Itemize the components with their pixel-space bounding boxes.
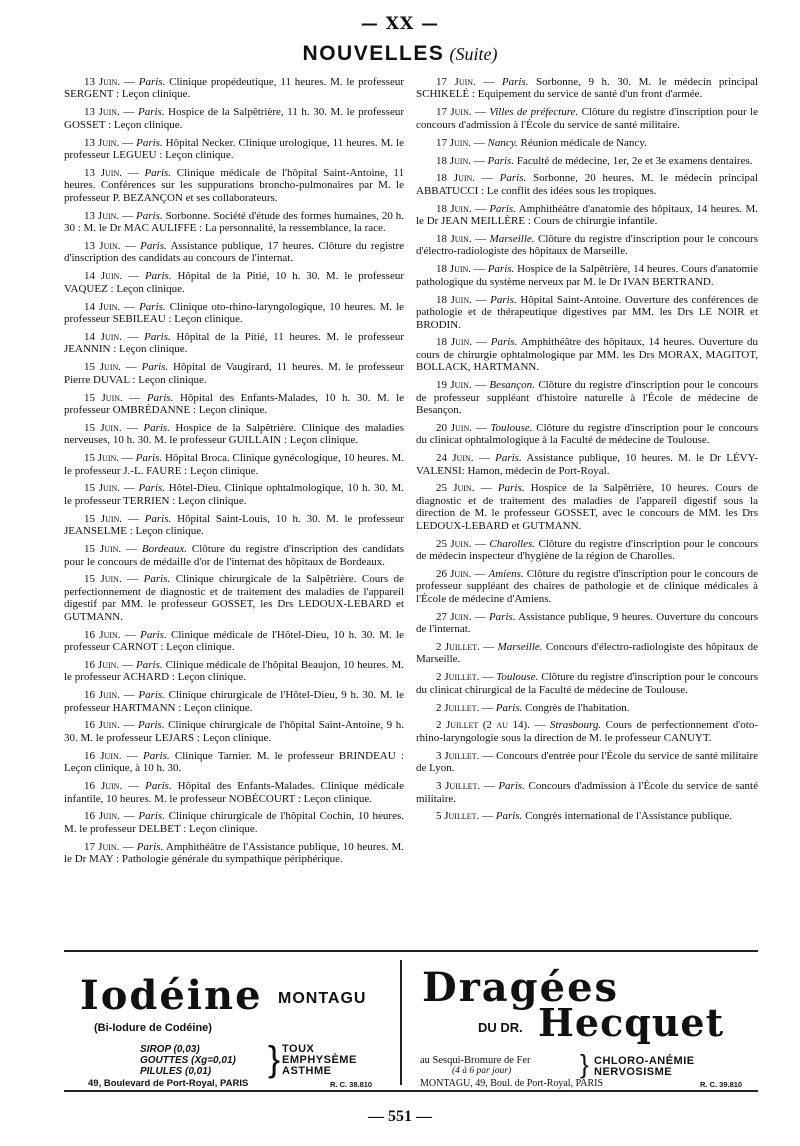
entry-place: Paris. [136, 136, 163, 149]
news-entry: 2 Juillet (2 au 14). — Strasbourg. Cours de perfectionnement d'oto-rhino-laryngologie sous la direction de M. le professeur CANUYT. [416, 719, 759, 744]
ad-top-rule [64, 950, 758, 952]
hecquet-brand-dragees: Dragées [422, 964, 620, 1011]
entry-text: Hospice de la Salpêtrière, 11 h. 30. M. le professeur GOSSET : Leçon clinique. [64, 106, 404, 131]
iodeine-advertisement [68, 960, 388, 1089]
entry-place: Paris. [499, 172, 527, 185]
entry-text: Assistance publique, 17 heures. Clôture du registre d'inscription des candidats au concours de l'internat. [64, 239, 405, 265]
entry-place: Paris. [489, 202, 516, 215]
entry-place: Paris. [490, 293, 517, 306]
news-entry: 18 Juin. — Paris. Amphithéâtre des hôpitaux, 14 heures. Ouverture du cours de chirurgie ophtalmologique par MM. les Drs MORAX, MAGITOT, BOLLACK, HARTMANN. [416, 336, 759, 374]
entry-date: 13 Juin. [84, 239, 121, 252]
entry-place: Paris. [498, 780, 525, 793]
entry-place: Paris. [135, 452, 163, 465]
entry-text: Réunion médicale de Nancy. [517, 136, 647, 149]
entry-date: 16 Juin. [84, 689, 120, 702]
entry-date: 27 Juin. [436, 610, 472, 623]
entry-text: Hospice de la Salpêtrière, 10 heures. Cours de diagnostic et de traitement des maladies de l'appareil digestif sous la direction de M. le professeur GOSSET, avec le concours de MM. les Drs LEDOUX-LEBARD et GUTMANN. [416, 482, 759, 532]
entry-date: 16 Juin. [84, 658, 120, 671]
entry-text: Clinique médicale de l'hôpital Saint-Antoine, 11 heures. Conférences sur les suppurations broncho-pulmonaires par M. le professeur P. BEZANÇON et ses collaborateurs. [64, 166, 404, 204]
iodeine-use-asthme: ASTHME [282, 1065, 332, 1077]
entry-place: Paris. [490, 336, 518, 349]
news-entry: 13 Juin. — Paris. Sorbonne. Société d'étude des formes humaines, 20 h. 30 : M. le Dr MAC AULIFFE : La personnalité, la ressemblance, la race. [64, 209, 405, 235]
iodeine-form-pilules: PILULES (0,01) [140, 1066, 212, 1077]
entry-date: 3 Juillet. [436, 749, 480, 762]
entry-date: 15 Juin. [84, 391, 123, 404]
entry-text: Sorbonne, 9 h. 30. M. le médecin principal SCHIKELÉ : Equipement du service de santé d'un front d'armée. [416, 76, 759, 101]
hecquet-uses [594, 1056, 695, 1078]
entry-text: Hôtel-Dieu. Clinique ophtalmologique, 10 h. 30. M. le professeur TERRIEN : Leçon clinique. [64, 482, 405, 507]
entry-text: Congrès de l'habitation. [522, 701, 630, 714]
news-entry: 15 Juin. — Paris. Hôpital Broca. Clinique gynécologique, 10 heures. M. le professeur J.-L. FAURE : Leçon clinique. [64, 452, 405, 477]
entry-date: 15 Juin. [84, 361, 122, 374]
entry-place: Paris. [136, 209, 163, 222]
entry-place: Paris. [138, 689, 165, 702]
entry-place: Strasbourg. [549, 719, 602, 732]
news-entry: 5 Juillet. — Paris. Congrès international de l'Assistance publique. [436, 810, 733, 823]
entry-text: Clinique propédeutique, 11 heures. M. le professeur SERGENT : Leçon clinique. [64, 76, 404, 101]
entry-text: Clôture du registre d'inscription pour le concours d'admission à l'École du service de santé militaire. [416, 106, 758, 131]
news-entry: 14 Juin. — Paris. Hôpital de la Pitié, 11 heures. M. le professeur JEANNIN : Leçon clinique. [64, 330, 405, 356]
news-entry: 15 Juin. — Bordeaux. Clôture du registre d'inscription des candidats pour le concours de médaille d'or de l'internat des hôpitaux de Bordeaux. [64, 543, 405, 568]
entry-place: Paris. [497, 482, 525, 495]
entry-text: Assistance publique, 10 heures. M. le Dr LÉVY-VALENSI: Hamon, médecin de Port-Royal. [416, 452, 759, 477]
entry-date: 15 Juin. [84, 543, 122, 556]
news-entry: 27 Juin. — Paris. Assistance publique, 9 heures. Ouverture du concours de l'internat. [416, 610, 759, 636]
entry-text: Clôture du registre d'inscription pour le concours du clinicat ophtalmologique à la Faculté de médecine de Toulouse. [416, 421, 758, 447]
entry-place: Paris. [495, 810, 523, 823]
iodeine-rc: R. C. 38.810 [330, 1080, 373, 1089]
entry-place: Charolles. [489, 537, 536, 550]
entry-place: Paris. [139, 300, 166, 313]
section-title: NOUVELLES [302, 42, 445, 65]
brace-icon: } [268, 1038, 281, 1079]
entry-text: Hospice de la Salpêtrière, 14 heures. Cours d'anatomie pathologique du système nerveux par M. le Dr IVAN BERTRAND. [416, 263, 759, 288]
entry-date: 25 Juin. [436, 537, 472, 550]
news-entry: 14 Juin. — Paris. Hôpital de la Pitié, 10 h. 30. M. le professeur VAQUEZ : Leçon clinique. [64, 270, 405, 295]
entry-place: Paris. [146, 391, 174, 404]
entry-date: 13 Juin. [84, 76, 121, 88]
news-entry: 15 Juin. — Paris. Hospice de la Salpêtrière. Clinique des maladies nerveuses, 10 h. 30. M. le professeur GUILLAIN : Leçon clinique. [64, 421, 404, 447]
entry-date: 17 Juin. [436, 76, 476, 88]
entry-text: Clôture du registre d'inscription pour le concours de professeur suppléant des chaires de pathologie et de clinique médicales à l'École de médecine d'Amiens. [416, 567, 759, 605]
entry-place: Paris. [144, 330, 171, 343]
entry-date: 15 Juin. [84, 421, 122, 434]
iodeine-forms [140, 1044, 236, 1077]
news-entry: 18 Juin. — Paris. Sorbonne, 20 heures. M. le médecin principal ABBATUCCI : Le conflit des idées sous les tropiques. [416, 172, 758, 197]
entry-place: Paris. [143, 749, 170, 762]
entry-place: Bordeaux. [141, 543, 188, 556]
news-entry: 18 Juin. — Paris. Hospice de la Salpêtrière, 14 heures. Cours d'anatomie pathologique du système nerveux par M. le Dr IVAN BERTRAND. [416, 263, 759, 288]
news-entry: 2 Juillet. — Toulouse. Clôture du registre d'inscription pour le concours du clinicat chirurgical de la Faculté de médecine de Toulouse. [416, 671, 758, 696]
entry-date: 17 Juin. [84, 840, 120, 853]
hecquet-prefix: DU DR. [478, 1020, 523, 1035]
entry-place: Paris. [143, 573, 171, 586]
entry-place: Paris. [138, 810, 165, 823]
entry-place: Paris. [141, 361, 169, 374]
entry-place: Paris. [137, 106, 165, 119]
entry-place: Paris. [137, 719, 165, 732]
entry-place: Paris. [140, 628, 167, 641]
news-entry: 26 Juin. — Amiens. Clôture du registre d'inscription pour le concours de professeur suppléant des chaires de pathologie et de clinique médicales à l'École de médecine d'Amiens. [416, 567, 759, 605]
news-entry: 17 Juin. — Paris. Sorbonne, 9 h. 30. M. le médecin principal SCHIKELÉ : Equipement du service de santé d'un front d'armée. [416, 76, 759, 101]
hecquet-use-chloro-anemie: CHLORO-ANÉMIE [594, 1055, 695, 1067]
entry-place: Toulouse. [496, 671, 539, 684]
entry-date: 14 Juin. [84, 330, 122, 343]
news-entry: 16 Juin. — Paris. Clinique chirurgicale de l'hôpital Cochin, 10 heures. M. le professeur DELBET : Leçon clinique. [64, 810, 405, 835]
hecquet-rc: R. C. 39.810 [700, 1080, 743, 1089]
news-entry: 3 Juillet. — Concours d'entrée pour l'École du service de santé militaire de Lyon. [416, 749, 758, 775]
news-entry: 13 Juin. — Paris. Hospice de la Salpêtrière, 11 h. 30. M. le professeur GOSSET : Leçon clinique. [64, 106, 404, 131]
news-entry: 13 Juin. — Paris. Clinique médicale de l'hôpital Saint-Antoine, 11 heures. Conférences sur les suppurations broncho-pulmonaires par M. le professeur P. BEZANÇON et ses collaborateurs. [64, 166, 404, 204]
news-entry: 16 Juin. — Paris. Clinique Tarnier. M. le professeur BRINDEAU : Leçon clinique, à 10 h. 30. [64, 749, 405, 775]
entry-place: Marseille. [489, 233, 535, 246]
entry-text: Cours de perfectionnement d'oto-rhino-laryngologie sous la direction de M. le professeur CANUYT. [416, 719, 759, 744]
entry-date: 24 Juin. [436, 452, 474, 465]
iodeine-brand: Iodéine [80, 972, 263, 1019]
news-entry: 15 Juin. — Paris. Hôpital de Vaugirard, 11 heures. M. le professeur Pierre DUVAL : Leçon clinique. [64, 361, 405, 386]
iodeine-form-sirop: SIROP (0,03) [140, 1044, 200, 1055]
news-entry: 15 Juin. — Paris. Hôtel-Dieu. Clinique ophtalmologique, 10 h. 30. M. le professeur TERRIEN : Leçon clinique. [64, 482, 405, 507]
hecquet-advertisement [410, 960, 760, 1089]
entry-place: Paris. [138, 76, 166, 88]
entry-place: Paris. [487, 154, 515, 167]
entry-text: Hôpital des Enfants-Malades, 10 h. 30. M. le professeur OMBRÉDANNE : Leçon clinique. [64, 391, 405, 416]
entry-text: Clôture du registre d'inscription des candidats pour le concours de médaille d'or de l'internat des hôpitaux de Bordeaux. [64, 543, 405, 568]
entry-date: 2 Juillet. [436, 640, 480, 653]
entry-date: 16 Juin. [84, 780, 123, 793]
news-entry: 2 Juillet. — Marseille. Concours d'électro-radiologiste des hôpitaux de Marseille. [416, 640, 758, 666]
entry-text: Hôpital Saint-Louis, 10 h. 30. M. le professeur JEANSELME : Leçon clinique. [64, 512, 405, 538]
entry-place: Toulouse. [490, 421, 533, 434]
news-entry: 2 Juillet. — Paris. Congrès de l'habitation. [436, 701, 630, 714]
news-entry: 13 Juin. — Paris. Hôpital Necker. Clinique urologique, 11 heures. M. le professeur LEGUEU : Leçon clinique. [64, 136, 405, 162]
entry-date: 13 Juin. [84, 166, 122, 179]
entry-text: Amphithéâtre de l'Assistance publique, 10 heures. M. le Dr MAY : Pathologie générale du sympathique périphérique. [64, 840, 405, 866]
iodeine-maker: MONTAGU [278, 990, 367, 1007]
entry-date: 16 Juin. [84, 810, 120, 823]
entry-text: Assistance publique, 9 heures. Ouverture du concours de l'internat. [416, 610, 759, 636]
entry-date: 16 Juin. [84, 628, 121, 641]
entry-date: 19 Juin. [436, 379, 472, 392]
entry-date: 13 Juin. [84, 136, 120, 149]
news-entry: 3 Juillet. — Paris. Concours d'admission à l'École du service de santé militaire. [416, 780, 758, 805]
entry-place: Besançon. [489, 379, 535, 392]
entry-text: Hôpital Necker. Clinique urologique, 11 heures. M. le professeur LEGUEU : Leçon clinique. [64, 136, 405, 162]
news-entry: 16 Juin. — Paris. Clinique chirurgicale de l'hôpital Saint-Antoine, 9 h. 30. M. le professeur LEJARS : Leçon clinique. [64, 719, 405, 744]
entry-date: 15 Juin. [84, 573, 122, 586]
entry-place: Villes de préfecture. [489, 106, 579, 119]
entry-place: Paris. [144, 166, 172, 179]
iodeine-address: 49, Boulevard de Port-Royal, PARIS [88, 1078, 249, 1089]
entry-date: 18 Juin. [436, 263, 472, 276]
entry-text: Hôpital de Vaugirard, 11 heures. M. le professeur Pierre DUVAL : Leçon clinique. [64, 361, 405, 386]
entry-text: Concours d'admission à l'École du service de santé militaire. [416, 780, 758, 805]
news-entry: 16 Juin. — Paris. Clinique chirurgicale de l'Hôtel-Dieu, 9 h. 30. M. le professeur HARTMANN : Leçon clinique. [64, 689, 405, 714]
news-entry: 19 Juin. — Besançon. Clôture du registre d'inscription pour le concours de professeur suppléant d'histoire naturelle à l'École de médecine de Besançon. [416, 379, 758, 416]
news-entry: 16 Juin. — Paris. Hôpital des Enfants-Malades. Clinique médicale infantile, 10 heures. M. le professeur NOBÉCOURT : Leçon clinique. [64, 780, 404, 805]
entry-place: Paris. [144, 512, 172, 525]
iodeine-use-toux: TOUX [282, 1043, 315, 1055]
entry-place: Paris. [488, 610, 516, 623]
news-entry: 16 Juin. — Paris. Clinique médicale de l'hôpital Beaujon, 10 heures. M. le professeur ACHARD : Leçon clinique. [64, 658, 405, 684]
entry-text: Concours d'électro-radiologiste des hôpitaux de Marseille. [416, 640, 758, 666]
entry-date: 18 Juin. [436, 154, 471, 167]
page-roman-number: — XX — [360, 14, 440, 34]
entry-text: Hôpital de la Pitié, 10 h. 30. M. le professeur VAQUEZ : Leçon clinique. [64, 270, 405, 295]
entry-text: Clinique chirurgicale de la Salpêtrière. Cours de perfectionnement de diagnostic et de traitement des maladies de l'appareil digestif par MM. le professeur GOSSET, les Drs LEDOUX-LEBARD et GUTMANN. [64, 573, 405, 623]
entry-text: Faculté de médecine, 1er, 2e et 3e examens dentaires. [514, 154, 753, 167]
iodeine-form-gouttes: GOUTTES (Xg=0,01) [140, 1055, 236, 1066]
iodeine-tagline: (Bi-Iodure de Codéine) [94, 1022, 212, 1034]
entry-place: Paris. [143, 421, 170, 434]
entry-date: 17 Juin. [436, 106, 472, 119]
entry-place: Nancy. [487, 136, 518, 149]
entry-text: Clinique médicale de l'hôpital Beaujon, 10 heures. M. le professeur ACHARD : Leçon clinique. [64, 658, 405, 684]
entry-text: Amphithéâtre d'anatomie des hôpitaux, 14 heures. M. le Dr JEAN MEILLÈRE : Cours de chirurgie infantile. [416, 202, 758, 228]
entry-place: Paris. [501, 76, 529, 88]
entry-date: 2 Juillet. [436, 701, 480, 714]
news-entry: 18 Juin. — Paris. Faculté de médecine, 1er, 2e et 3e examens dentaires. [436, 154, 753, 167]
entry-date: 25 Juin. [436, 482, 475, 495]
iodeine-use-emphyseme: EMPHYSÈME [282, 1054, 357, 1066]
news-entry: 18 Juin. — Marseille. Clôture du registre d'inscription pour le concours d'électro-radiologiste des hôpitaux de Marseille. [416, 233, 759, 258]
news-entry: 18 Juin. — Paris. Hôpital Saint-Antoine. Ouverture des conférences de pathologie et de thérapeutique digestives par MM. les Drs LE NOIR et BRODIN. [416, 293, 759, 331]
news-entry: 15 Juin. — Paris. Hôpital des Enfants-Malades, 10 h. 30. M. le professeur OMBRÉDANNE : Leçon clinique. [64, 391, 405, 416]
entry-date: 2 Juillet. [436, 671, 480, 684]
news-entry: 20 Juin. — Toulouse. Clôture du registre d'inscription pour le concours du clinicat ophtalmologique à la Faculté de médecine de Toulouse. [416, 421, 758, 447]
entry-place: Amiens. [488, 567, 524, 580]
entry-date: 14 Juin. [84, 300, 121, 313]
entry-place: Paris. [136, 658, 163, 671]
entry-place: Marseille. [497, 640, 543, 653]
entry-date: 17 Juin. [436, 136, 471, 149]
entry-place: Paris. [138, 482, 166, 495]
entry-text: Amphithéâtre des hôpitaux, 14 heures. Ouverture du cours de chirurgie ophtalmologique par MM. les Drs MORAX, MAGITOT, BOLLACK, HARTMANN. [416, 336, 759, 374]
entry-text: Clinique oto-rhino-laryngologique, 10 heures. M. le professeur SEBILEAU : Leçon clinique. [64, 300, 405, 325]
entry-text: Clôture du registre d'inscription pour le concours de médecin inspecteur d'hygiène de la région de Charolles. [416, 537, 759, 562]
news-entry: 14 Juin. — Paris. Clinique oto-rhino-laryngologique, 10 heures. M. le professeur SEBILEAU : Leçon clinique. [64, 300, 405, 325]
entry-text: Congrès international de l'Assistance publique. [522, 810, 733, 823]
hecquet-brand-name: Hecquet [538, 1000, 725, 1045]
entry-date: 26 Juin. [436, 567, 472, 580]
news-entry: 13 Juin. — Paris. Assistance publique, 17 heures. Clôture du registre d'inscription des candidats au concours de l'internat. [64, 239, 405, 265]
entry-text: Hôpital Broca. Clinique gynécologique, 10 heures. M. le professeur J.-L. FAURE : Leçon clinique. [64, 452, 405, 477]
entry-text: Clinique Tarnier. M. le professeur BRINDEAU : Leçon clinique, à 10 h. 30. [64, 749, 405, 775]
iodeine-uses [282, 1044, 357, 1077]
entry-text: Clinique chirurgicale de l'hôpital Cochin, 10 heures. M. le professeur DELBET : Leçon clinique. [64, 810, 405, 835]
entry-text: Clôture du registre d'inscription pour le concours de professeur suppléant d'histoire naturelle à l'École de médecine de Besançon. [416, 379, 758, 416]
right-column [416, 76, 758, 828]
entry-text: Sorbonne. Société d'étude des formes humaines, 20 h. 30 : M. le Dr MAC AULIFFE : La personnalité, la ressemblance, la race. [64, 209, 405, 235]
entry-place: Paris. [495, 701, 523, 714]
entry-place: Paris. [136, 840, 164, 853]
entry-text: Clinique médicale de l'Hôtel-Dieu, 10 h. 30. M. le professeur CARNOT : Leçon clinique. [64, 628, 405, 653]
news-entry: 25 Juin. — Paris. Hospice de la Salpêtrière, 10 heures. Cours de diagnostic et de traitement des maladies de l'appareil digestif sous la direction de M. le professeur GOSSET, avec le concours de MM. les Drs LEDOUX-LEBARD et GUTMANN. [416, 482, 759, 532]
entry-date: 18 Juin. [436, 172, 476, 185]
brace-icon: } [580, 1049, 589, 1079]
news-entry: 13 Juin. — Paris. Clinique propédeutique, 11 heures. M. le professeur SERGENT : Leçon clinique. [64, 76, 404, 101]
section-subtitle: (Suite) [449, 44, 498, 64]
entry-place: Paris. [140, 239, 167, 252]
hecquet-address: MONTAGU, 49, Boul. de Port-Royal, PARIS [420, 1078, 604, 1089]
entry-date: 15 Juin. [84, 512, 123, 525]
entry-date: 16 Juin. [84, 719, 120, 732]
ad-divider [400, 960, 402, 1085]
news-entry: 17 Juin. — Paris. Amphithéâtre de l'Assistance publique, 10 heures. M. le Dr MAY : Pathologie générale du sympathique périphérique. [64, 840, 405, 866]
entry-text: Hospice de la Salpêtrière. Clinique des maladies nerveuses, 10 h. 30. M. le professeur GUILLAIN : Leçon clinique. [64, 421, 404, 447]
news-entry: 17 Juin. — Villes de préfecture. Clôture du registre d'inscription pour le concours d'admission à l'École du service de santé militaire. [416, 106, 758, 131]
entry-date: 13 Juin. [84, 106, 120, 119]
entry-text: Hôpital de la Pitié, 11 heures. M. le professeur JEANNIN : Leçon clinique. [64, 330, 405, 356]
entry-date: 16 Juin. [84, 749, 122, 762]
entry-place: Paris. [495, 452, 522, 465]
hecquet-use-nervosisme: NERVOSISME [594, 1066, 673, 1078]
entry-text: Sorbonne, 20 heures. M. le médecin principal ABBATUCCI : Le conflit des idées sous les tropiques. [416, 172, 758, 197]
news-entry: 18 Juin. — Paris. Amphithéâtre d'anatomie des hôpitaux, 14 heures. M. le Dr JEAN MEILLÈRE : Cours de chirurgie infantile. [416, 202, 758, 228]
news-entry: 25 Juin. — Charolles. Clôture du registre d'inscription pour le concours de médecin inspecteur d'hygiène de la région de Charolles. [416, 537, 759, 562]
entry-place: Paris. [145, 780, 172, 793]
entry-text: Clinique chirurgicale de l'hôpital Saint-Antoine, 9 h. 30. M. le professeur LEJARS : Leçon clinique. [64, 719, 405, 744]
entry-place: Paris. [487, 263, 515, 276]
entry-text: Concours d'entrée pour l'École du service de santé militaire de Lyon. [416, 749, 758, 775]
news-entry: 15 Juin. — Paris. Hôpital Saint-Louis, 10 h. 30. M. le professeur JEANSELME : Leçon clinique. [64, 512, 405, 538]
news-entry: 16 Juin. — Paris. Clinique médicale de l'Hôtel-Dieu, 10 h. 30. M. le professeur CARNOT : Leçon clinique. [64, 628, 405, 653]
left-column [64, 76, 404, 871]
entry-text: Clinique chirurgicale de l'Hôtel-Dieu, 9 h. 30. M. le professeur HARTMANN : Leçon clinique. [64, 689, 405, 714]
entry-text: Clôture du registre d'inscription pour le concours d'électro-radiologiste des hôpitaux de Marseille. [416, 233, 759, 258]
entry-text: Clôture du registre d'inscription pour le concours du clinicat chirurgical de la Faculté de médecine de Toulouse. [416, 671, 758, 696]
hecquet-dosage: (4 à 6 par jour) [452, 1066, 512, 1076]
entry-date: 15 Juin. [84, 452, 120, 465]
news-entry: 17 Juin. — Nancy. Réunion médicale de Nancy. [436, 136, 647, 149]
ad-bottom-rule [64, 1090, 758, 1092]
entry-date: 15 Juin. [84, 482, 120, 495]
entry-text: Hôpital Saint-Antoine. Ouverture des conférences de pathologie et de thérapeutique digestives par MM. les Drs LE NOIR et BRODIN. [416, 293, 759, 331]
entry-date: 2 Juillet (2 au 14). [436, 719, 530, 732]
page-number: — 551 — [368, 1108, 432, 1125]
entry-date: 3 Juillet. [436, 780, 481, 793]
news-entry: 15 Juin. — Paris. Clinique chirurgicale de la Salpêtrière. Cours de perfectionnement de diagnostic et de traitement des maladies de l'appareil digestif par MM. le professeur GOSSET, les Drs LEDOUX-LEBARD et GUTMANN. [64, 573, 405, 623]
entry-date: 18 Juin. [436, 336, 473, 349]
entry-text: Hôpital des Enfants-Malades. Clinique médicale infantile, 10 heures. M. le professeur NOBÉCOURT : Leçon clinique. [64, 780, 404, 805]
entry-date: 5 Juillet. [436, 810, 480, 823]
section-header [0, 42, 800, 66]
entry-date: 18 Juin. [436, 293, 472, 306]
entry-date: 20 Juin. [436, 421, 472, 434]
entry-place: Paris. [144, 270, 172, 283]
news-entry: 24 Juin. — Paris. Assistance publique, 10 heures. M. le Dr LÉVY-VALENSI: Hamon, médecin de Port-Royal. [416, 452, 759, 477]
entry-date: 18 Juin. [436, 202, 472, 215]
entry-date: 14 Juin. [84, 270, 123, 283]
entry-date: 18 Juin. [436, 233, 472, 246]
hecquet-composition: au Sesqui-Bromure de Fer [420, 1055, 531, 1066]
entry-date: 13 Juin. [84, 209, 120, 222]
